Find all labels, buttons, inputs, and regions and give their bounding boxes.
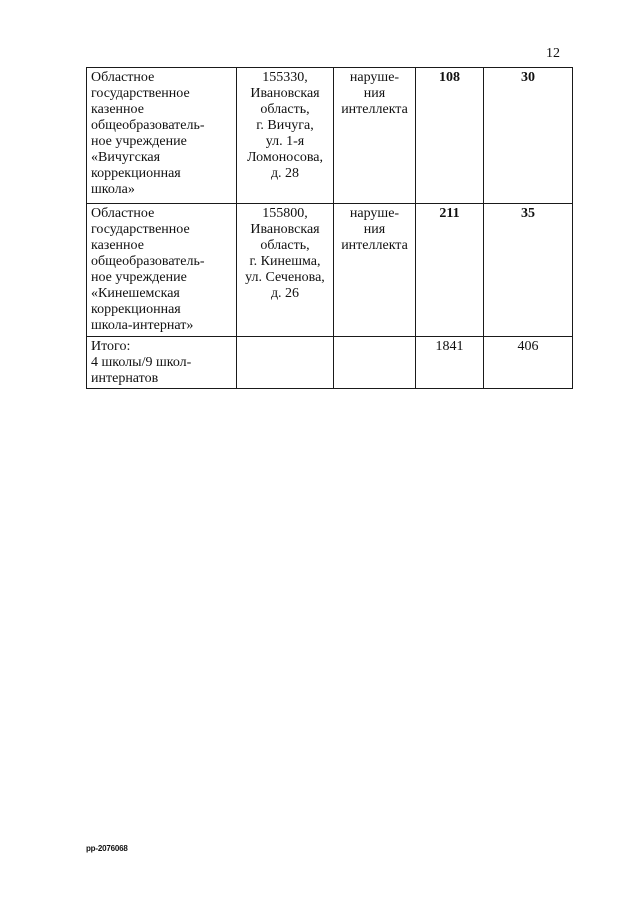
page-number: 12 [546,46,560,61]
value1: 108 [439,70,460,85]
value2-cell [484,68,573,204]
disorder-type-cell [334,204,416,337]
table-row [87,204,573,337]
value2: 35 [521,206,535,221]
institution-name: Областное государственное казенное общеобразователь- ное учреждение «Вичугская коррекционная школа» [91,70,205,197]
total-label: Итого: 4 школы/9 школ- интернатов [91,339,192,386]
table-row [87,68,573,204]
total-label-cell [87,337,237,389]
value2: 30 [521,70,535,85]
value1-cell [416,204,484,337]
total-value1: 1841 [435,339,464,354]
value2-cell [484,204,573,337]
institution-name-cell [87,68,237,204]
address-cell [237,68,334,204]
institution-name-cell [87,204,237,337]
total-value2-cell [484,337,573,389]
institutions-table [86,67,573,389]
institution-address: 155330, Ивановская область, г. Вичуга, ул. 1-я Ломоносова, д. 28 [247,70,323,181]
total-value1-cell [416,337,484,389]
total-address-cell [237,337,334,389]
total-type-cell [334,337,416,389]
disorder-type-cell [334,68,416,204]
disorder-type: наруше- ния интеллекта [341,206,408,253]
value1-cell [416,68,484,204]
disorder-type: наруше- ния интеллекта [341,70,408,117]
institution-address: 155800, Ивановская область, г. Кинешма, ул. Сеченова, д. 26 [245,206,325,301]
table-row-total [87,337,573,389]
address-cell [237,204,334,337]
total-value2: 406 [517,339,539,354]
institution-name: Областное государственное казенное общеобразователь- ное учреждение «Кинешемская коррекционная школа-интернат» [91,206,205,333]
document-code: pp-2076068 [86,844,128,853]
value1: 211 [439,206,460,221]
